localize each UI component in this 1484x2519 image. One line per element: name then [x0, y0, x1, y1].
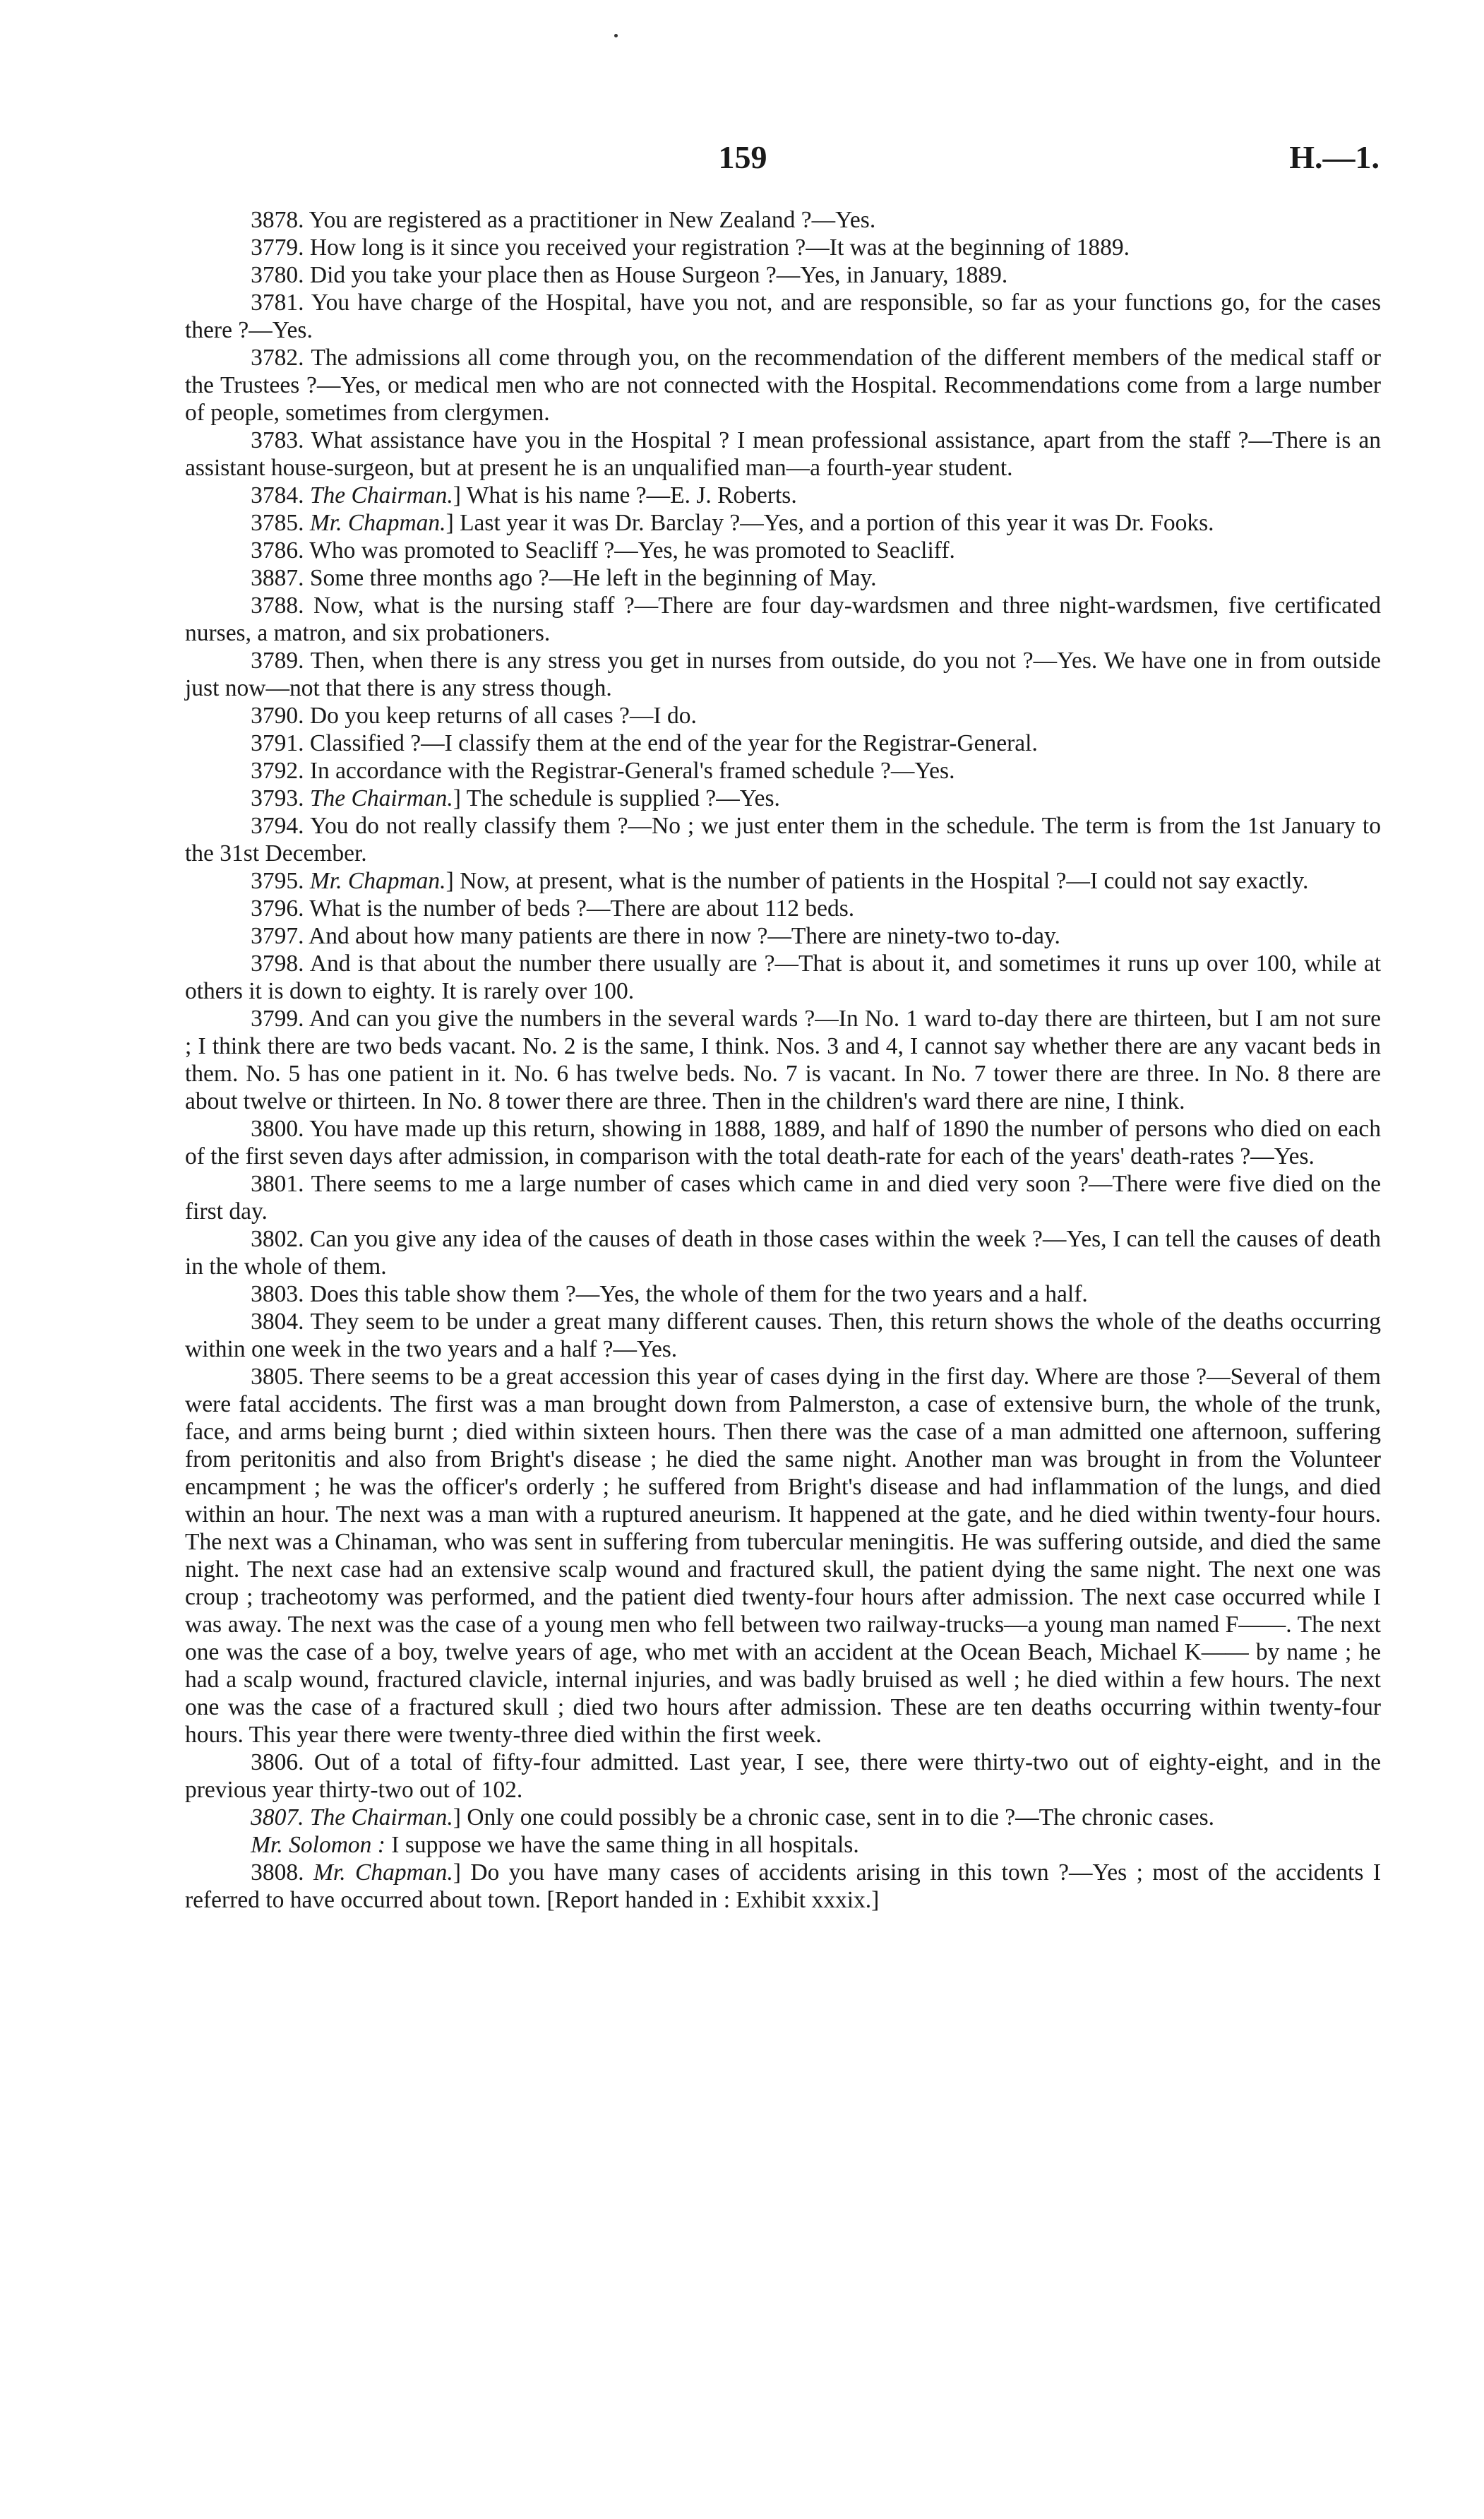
paragraph [185, 1280, 1381, 1308]
paragraph [185, 482, 1381, 509]
question-number: 3800. [251, 1116, 304, 1142]
question-number: 3792. [251, 758, 304, 784]
paragraph-text: In accordance with the Registrar-General's framed schedule ?—Yes. [309, 758, 955, 784]
question-number: 3780. [251, 262, 304, 288]
question-number: 3779. [251, 234, 304, 261]
paragraph [185, 592, 1381, 647]
paragraph [185, 757, 1381, 785]
paragraph-text: The schedule is supplied ?—Yes. [466, 785, 780, 811]
paragraph-text: And about how many patients are there in now ?—There are ninety-two to-day. [309, 923, 1060, 949]
paragraph-text: Now, at present, what is the number of patients in the Hospital ?—I could not say exactly. [460, 868, 1309, 894]
question-number: 3782. [251, 345, 304, 371]
paragraph [185, 234, 1381, 261]
paragraph [185, 922, 1381, 950]
paragraph-text: Do you have many cases of accidents arising in this town ?—Yes ; most of the accidents I referred to have occurred about town. [Report handed in : Exhibit xxxix.] [185, 1859, 1382, 1913]
paragraph-text: You have charge of the Hospital, have you not, and are responsible, so far as your functions go, for the cases there ?—Yes. [185, 290, 1381, 343]
speaker-bracket: ] [453, 1859, 461, 1886]
paragraph [185, 1831, 1381, 1859]
document-reference: H.—1. [1289, 139, 1380, 175]
paragraph-text: There seems to be a great accession this year of cases dying in the first day. Where are those ?—Several of them were fatal accidents. The first was a man brought down from Palmerston, a case of extensive burn, the whole of the trunk, face, and arms being burnt ; died within sixteen hours. Then there was the case of a man admitted one afternoon, suffering from peritonitis and also from Bright's disease ; he died the same night. Another man was brought in from the Volunteer encampment ; he was the officer's orderly ; he suffered from Bright's disease and had inflammation of the lungs, and died within an hour. The next was a man with a ruptured aneurism. It happened at the gate, and he died within twenty-four hours. The next was a Chinaman, who was sent in suffering from tubercular meningitis. He was suffering outside, and died the same night. The next case had an extensive scalp wound and fractured skull, the patient dying the same night. The next one was croup ; tracheotomy was performed, and the patient died twenty-four hours after admission. The next case occurred while I was away. The next was the case of a young men who fell between two railway-trucks—a young man named F——. The next one was the case of a boy, twelve years of age, who met with an accident at the Ocean Beach, Michael K—— by name ; he had a scalp wound, fractured clavicle, internal injuries, and was badly bruised as well ; he died within a few hours. The next one was the case of a fractured skull ; died two hours after admission. These are ten deaths occurring within twenty-four hours. This year there were twenty-three died within the first week. [185, 1364, 1381, 1748]
paragraph [185, 564, 1381, 592]
speaker-name: The Chairman. [309, 1804, 453, 1830]
question-number: 3791. [251, 730, 304, 756]
paragraph-text: There seems to me a large number of cases which came in and died very soon ?—There were five died on the first day. [185, 1171, 1381, 1225]
paragraph-text: Then, when there is any stress you get in nurses from outside, do you not ?—Yes. We have one in from outside just now—not that there is any stress though. [185, 648, 1381, 701]
paragraph [185, 950, 1381, 1005]
question-number: 3795. [251, 868, 304, 894]
paragraph-text: Do you keep returns of all cases ?—I do. [309, 703, 697, 729]
paragraph [185, 1170, 1381, 1225]
question-number: 3806. [251, 1749, 304, 1775]
transcript-body [185, 206, 1381, 1914]
paragraph-text: Did you take your place then as House Surgeon ?—Yes, in January, 1889. [309, 262, 1008, 288]
paragraph-text: What assistance have you in the Hospital ? I mean professional assistance, apart from the staff ?—There is an assistant house-surgeon, but at present he is an unqualified man—a fourth-year student. [185, 427, 1381, 481]
paragraph [185, 1115, 1381, 1170]
speaker-name: The Chairman. [309, 785, 453, 811]
question-number: 3798. [251, 951, 304, 977]
paragraph [185, 1859, 1381, 1914]
paragraph-text: Some three months ago ?—He left in the beginning of May. [309, 565, 877, 591]
stray-dot [614, 34, 618, 37]
paragraph [185, 537, 1381, 564]
paragraph-text: The admissions all come through you, on the recommendation of the different members of the medical staff or the Trustees ?—Yes, or medical men who are not connected with the Hospital. Recommendations come from a large number of people, sometimes from clergymen. [185, 345, 1381, 426]
paragraph-text: Classified ?—I classify them at the end of the year for the Registrar-General. [309, 730, 1038, 756]
paragraph [185, 730, 1381, 757]
paragraph-text: Out of a total of fifty-four admitted. Last year, I see, there were thirty-two out of eighty-eight, and in the previous year thirty-two out of 102. [185, 1749, 1381, 1803]
question-number: 3790. [251, 703, 304, 729]
page-number: 159 [718, 139, 767, 175]
paragraph-text: You do not really classify them ?—No ; we just enter them in the schedule. The term is from the 1st January to the 31st December. [185, 813, 1381, 867]
question-number: 3781. [251, 290, 304, 316]
speaker-name: The Chairman. [309, 482, 453, 508]
paragraph-text: Does this table show them ?—Yes, the whole of them for the two years and a half. [309, 1281, 1088, 1307]
question-number: 3784. [251, 482, 304, 508]
question-number: 3808. [251, 1859, 304, 1886]
paragraph [185, 289, 1381, 344]
paragraph-text: Who was promoted to Seacliff ?—Yes, he was promoted to Seacliff. [309, 537, 955, 564]
paragraph-text: They seem to be under a great many different causes. Then, this return shows the whole of the deaths occurring within one week in the two years and a half ?—Yes. [185, 1309, 1381, 1362]
question-number: 3793. [251, 785, 304, 811]
paragraph [185, 1308, 1381, 1363]
paragraph-text: What is his name ?—E. J. Roberts. [466, 482, 797, 508]
question-number: 3797. [251, 923, 304, 949]
speaker-name: Mr. Chapman. [309, 868, 446, 894]
question-number: 3803. [251, 1281, 304, 1307]
question-number: 3799. [251, 1006, 304, 1032]
speaker-bracket: ] [453, 785, 461, 811]
question-number: 3783. [251, 427, 304, 453]
paragraph [185, 702, 1381, 730]
question-number: 3807. [251, 1804, 304, 1830]
question-number: 3804. [251, 1309, 304, 1335]
question-number: 3788. [251, 592, 304, 619]
paragraph-text: I suppose we have the same thing in all hospitals. [391, 1832, 859, 1858]
paragraph [185, 867, 1381, 895]
question-number: 3794. [251, 813, 304, 839]
paragraph [185, 427, 1381, 482]
paragraph-text: Can you give any idea of the causes of death in those cases within the week ?—Yes, I can tell the causes of death in the whole of them. [185, 1226, 1382, 1280]
question-number: 3801. [251, 1171, 304, 1197]
speaker-name: Mr. Solomon : [251, 1832, 385, 1858]
paragraph [185, 1005, 1381, 1115]
paragraph-text: And can you give the numbers in the several wards ?—In No. 1 ward to-day there are thirteen, but I am not sure ; I think there are two beds vacant. No. 2 is the same, I think. Nos. 3 and 4, I cannot say whether there are any vacant beds in them. No. 5 has one patient in it. No. 6 has twelve beds. No. 7 is vacant. In No. 7 tower there are three. In No. 8 there are about twelve or thirteen. In No. 8 tower there are three. Then in the children's ward there are nine, I think. [185, 1006, 1381, 1114]
question-number: 3887. [251, 565, 304, 591]
paragraph-text: What is the number of beds ?—There are about 112 beds. [309, 895, 855, 922]
question-number: 3802. [251, 1226, 304, 1252]
question-number: 3785. [251, 510, 304, 536]
speaker-bracket: ] [453, 1804, 461, 1830]
speaker-name: Mr. Chapman. [309, 510, 446, 536]
question-number: 3796. [251, 895, 304, 922]
speaker-bracket: ] [445, 868, 454, 894]
question-number: 3786. [251, 537, 304, 564]
paragraph-text: Now, what is the nursing staff ?—There are four day-wardsmen and three night-wardsmen, five certificated nurses, a matron, and six probationers. [185, 592, 1382, 646]
paragraph-text: And is that about the number there usually are ?—That is about it, and sometimes it runs up over 100, while at others it is down to eighty. It is rarely over 100. [185, 951, 1381, 1004]
paragraph-text: Only one could possibly be a chronic case, sent in to die ?—The chronic cases. [467, 1804, 1214, 1830]
paragraph [185, 206, 1381, 234]
question-number: 3789. [251, 648, 304, 674]
paragraph [185, 785, 1381, 812]
speaker-name: Mr. Chapman. [313, 1859, 453, 1886]
paragraph [185, 647, 1381, 702]
speaker-bracket: ] [445, 510, 454, 536]
paragraph [185, 895, 1381, 922]
paragraph [185, 344, 1381, 427]
paragraph-text: How long is it since you received your registration ?—It was at the beginning of 1889. [309, 234, 1130, 261]
paragraph-text: You have made up this return, showing in 1888, 1889, and half of 1890 the number of persons who died on each of the first seven days after admission, in comparison with the total death-rate for each of the years' death-rates ?—Yes. [185, 1116, 1382, 1169]
question-number: 3878. [251, 207, 304, 233]
paragraph-text: You are registered as a practitioner in New Zealand ?—Yes. [309, 207, 876, 233]
paragraph [185, 1225, 1381, 1280]
question-number: 3805. [251, 1364, 304, 1390]
paragraph [185, 1363, 1381, 1749]
paragraph [185, 1804, 1381, 1831]
paragraph [185, 261, 1381, 289]
paragraph [185, 1749, 1381, 1804]
paragraph-text: Last year it was Dr. Barclay ?—Yes, and a portion of this year it was Dr. Fooks. [460, 510, 1214, 536]
paragraph [185, 509, 1381, 537]
paragraph [185, 812, 1381, 867]
speaker-bracket: ] [453, 482, 461, 508]
